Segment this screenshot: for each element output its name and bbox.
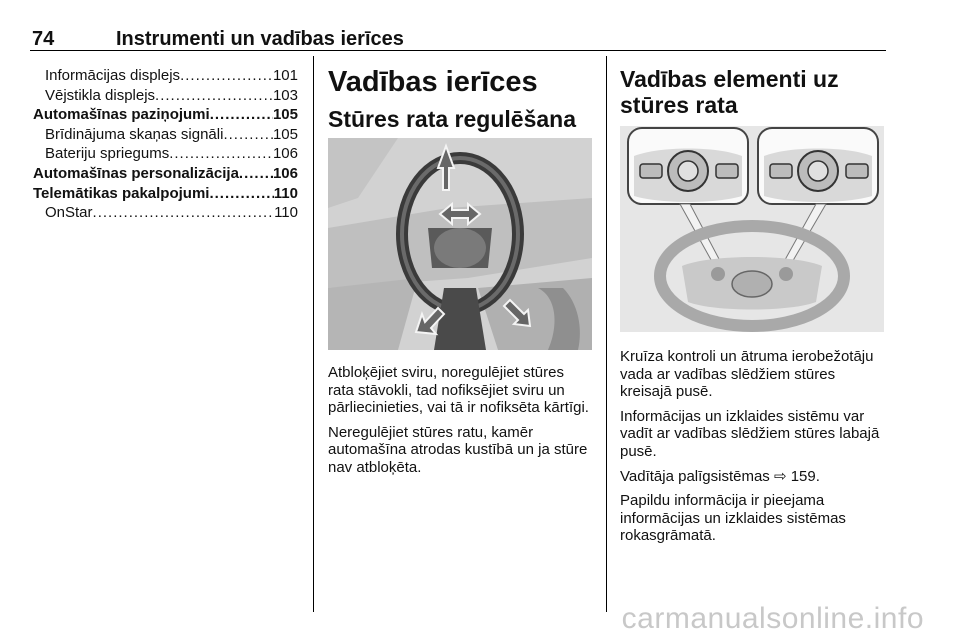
table-of-contents [33,66,298,223]
toc-entry-label: Automašīnas paziņojumi [33,106,210,124]
toc-entry-page: 106 [272,164,298,182]
toc-entry-label: Telemātikas pakalpojumi [33,184,210,202]
cross-reference-link[interactable]: Vadītāja palīgsistēmas ⇨ 159. [620,467,820,485]
toc-entry-label: OnStar [45,204,93,222]
toc-entry-page: 101 [272,67,298,84]
toc-entry-page: 106 [272,145,298,163]
toc-entry-page: 110 [274,204,298,222]
toc-entry-page: 103 [272,86,298,104]
watermark [0,596,960,642]
toc-leader [210,105,273,125]
column-divider-left [313,56,314,612]
paragraph: Informācijas un izklaides sistēmu var vadīt ar vadības slēdžiem stūres labajā pusē. [620,407,880,460]
paragraph: Atbloķējiet sviru, noregulējiet stūres rata stāvokli, tad nofiksējiet sviru un pārliecinieties, vai tā ir nofiksēta kārtīgi. [328,364,589,417]
toc-leader [180,66,273,86]
toc-entry[interactable] [33,86,298,106]
toc-leader [155,86,273,106]
section-heading: Vadības ierīces [328,66,538,98]
toc-leader [169,144,273,164]
toc-leader [93,203,275,223]
page-header [30,12,886,48]
toc-entry-page: 110 [273,184,298,202]
column-divider-right [606,56,607,612]
paragraph: Papildu informācija ir pieejama informācijas un izklaides sistēmas rokasgrāmatā. [620,492,846,545]
steering-controls-section [620,66,888,118]
toc-entry[interactable] [33,164,298,184]
toc-entry-label: Informācijas displejs [45,67,181,84]
steering-adjustment-illustration [328,138,592,350]
toc-leader [209,184,273,204]
toc-leader [239,164,273,184]
header-rule [30,50,886,51]
toc-entry-page: 105 [272,125,298,143]
page-number: 74 [32,28,55,50]
steering-adjustment-text [328,364,592,484]
toc-entry[interactable] [33,66,298,86]
paragraph: Neregulējiet stūres ratu, kamēr automašīna atrodas kustībā un ja stūre nav atbloķēta. [328,423,588,476]
toc-entry[interactable] [33,125,298,145]
section-subheading: Stūres rata regulēšana [328,106,577,132]
steering-controls-illustration [620,126,884,332]
steering-controls-text [620,348,888,552]
toc-entry[interactable] [33,144,298,164]
watermark-text: carmanualsonline.info [621,602,924,635]
page-title: Instrumenti un vadības ierīces [116,28,404,50]
toc-entry[interactable] [33,184,298,204]
toc-entry[interactable] [33,105,298,125]
toc-entry-label: Bateriju spriegums [45,145,170,163]
toc-entry-page: 105 [272,106,298,124]
toc-entry-label: Vējstikla displejs [45,86,156,104]
paragraph: Kruīza kontroli un ātruma ierobežotāju vada ar vadības slēdžiem stūres kreisajā pusē. [620,348,874,401]
toc-entry-label: Brīdinājuma skaņas signāli [45,125,224,143]
toc-entry-label: Automašīnas personalizācija [33,164,239,182]
toc-entry[interactable] [33,203,298,223]
steering-adjustment-section [328,66,592,132]
controls-heading: Vadības elementi uz stūres rata [620,66,839,118]
toc-leader [223,125,273,145]
